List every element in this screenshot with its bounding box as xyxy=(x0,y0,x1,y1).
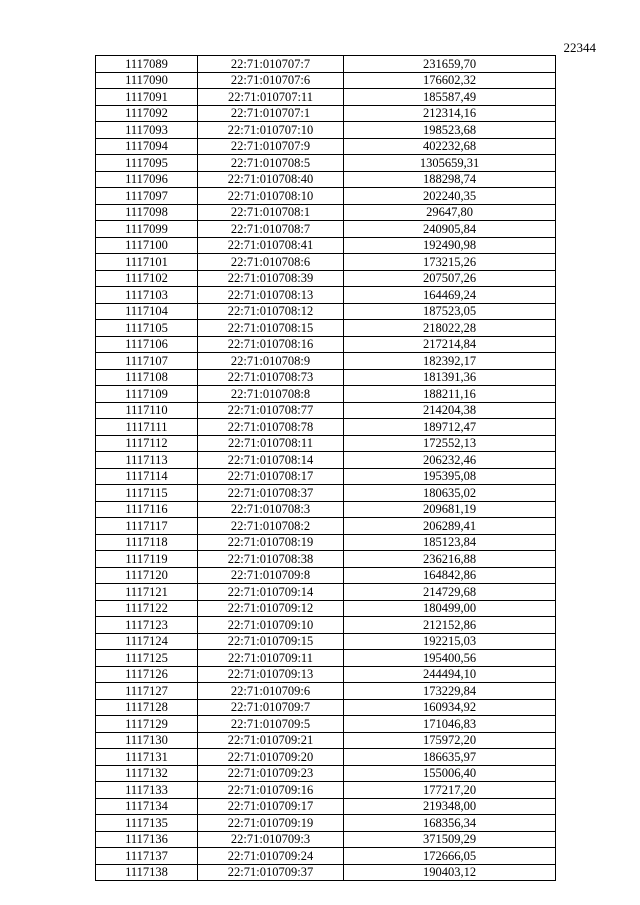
table-row xyxy=(96,567,556,584)
cadastral-number-cell: 22:71:010707:1 xyxy=(198,105,344,122)
table-row xyxy=(96,287,556,304)
table-row xyxy=(96,848,556,865)
row-number-cell: 1117118 xyxy=(96,534,198,551)
cadastral-value-cell: 160934,92 xyxy=(344,699,556,716)
cadastral-value-cell: 180635,02 xyxy=(344,485,556,502)
cadastral-number-cell: 22:71:010709:7 xyxy=(198,699,344,716)
cadastral-number-cell: 22:71:010708:10 xyxy=(198,188,344,205)
cadastral-number-cell: 22:71:010709:17 xyxy=(198,798,344,815)
table-row xyxy=(96,204,556,221)
cadastral-number-cell: 22:71:010708:15 xyxy=(198,320,344,337)
cadastral-value-cell: 171046,83 xyxy=(344,716,556,733)
cadastral-number-cell: 22:71:010708:19 xyxy=(198,534,344,551)
cadastral-value-cell: 185587,49 xyxy=(344,89,556,106)
table-row xyxy=(96,72,556,89)
cadastral-number-cell: 22:71:010708:39 xyxy=(198,270,344,287)
row-number-cell: 1117129 xyxy=(96,716,198,733)
cadastral-value-cell: 212152,86 xyxy=(344,617,556,634)
cadastral-value-cell: 186635,97 xyxy=(344,749,556,766)
cadastral-value-cell: 206232,46 xyxy=(344,452,556,469)
cadastral-value-cell: 212314,16 xyxy=(344,105,556,122)
cadastral-number-cell: 22:71:010707:11 xyxy=(198,89,344,106)
cadastral-value-cell: 164469,24 xyxy=(344,287,556,304)
row-number-cell: 1117096 xyxy=(96,171,198,188)
row-number-cell: 1117120 xyxy=(96,567,198,584)
cadastral-value-table xyxy=(95,55,556,881)
cadastral-number-cell: 22:71:010709:14 xyxy=(198,584,344,601)
cadastral-number-cell: 22:71:010709:37 xyxy=(198,864,344,881)
cadastral-number-cell: 22:71:010709:13 xyxy=(198,666,344,683)
cadastral-number-cell: 22:71:010708:73 xyxy=(198,369,344,386)
cadastral-value-cell: 209681,19 xyxy=(344,501,556,518)
row-number-cell: 1117102 xyxy=(96,270,198,287)
cadastral-number-cell: 22:71:010709:23 xyxy=(198,765,344,782)
row-number-cell: 1117097 xyxy=(96,188,198,205)
cadastral-number-cell: 22:71:010709:16 xyxy=(198,782,344,799)
cadastral-number-cell: 22:71:010709:12 xyxy=(198,600,344,617)
cadastral-number-cell: 22:71:010709:3 xyxy=(198,831,344,848)
row-number-cell: 1117136 xyxy=(96,831,198,848)
cadastral-value-cell: 217214,84 xyxy=(344,336,556,353)
row-number-cell: 1117095 xyxy=(96,155,198,172)
row-number-cell: 1117117 xyxy=(96,518,198,535)
table-row xyxy=(96,452,556,469)
row-number-cell: 1117138 xyxy=(96,864,198,881)
table-row xyxy=(96,402,556,419)
cadastral-value-cell: 192215,03 xyxy=(344,633,556,650)
table-row xyxy=(96,122,556,139)
row-number-cell: 1117113 xyxy=(96,452,198,469)
table-row xyxy=(96,551,556,568)
row-number-cell: 1117103 xyxy=(96,287,198,304)
row-number-cell: 1117134 xyxy=(96,798,198,815)
cadastral-value-cell: 214729,68 xyxy=(344,584,556,601)
cadastral-value-cell: 189712,47 xyxy=(344,419,556,436)
cadastral-value-cell: 202240,35 xyxy=(344,188,556,205)
row-number-cell: 1117116 xyxy=(96,501,198,518)
row-number-cell: 1117109 xyxy=(96,386,198,403)
cadastral-number-cell: 22:71:010708:77 xyxy=(198,402,344,419)
table-row xyxy=(96,501,556,518)
cadastral-number-cell: 22:71:010709:21 xyxy=(198,732,344,749)
cadastral-value-cell: 231659,70 xyxy=(344,56,556,73)
cadastral-number-cell: 22:71:010709:10 xyxy=(198,617,344,634)
cadastral-value-cell: 187523,05 xyxy=(344,303,556,320)
row-number-cell: 1117114 xyxy=(96,468,198,485)
cadastral-value-cell: 180499,00 xyxy=(344,600,556,617)
cadastral-number-cell: 22:71:010709:5 xyxy=(198,716,344,733)
cadastral-number-cell: 22:71:010708:16 xyxy=(198,336,344,353)
cadastral-number-cell: 22:71:010708:40 xyxy=(198,171,344,188)
cadastral-value-cell: 173229,84 xyxy=(344,683,556,700)
cadastral-number-cell: 22:71:010709:8 xyxy=(198,567,344,584)
table-row xyxy=(96,683,556,700)
cadastral-number-cell: 22:71:010708:17 xyxy=(198,468,344,485)
cadastral-value-cell: 371509,29 xyxy=(344,831,556,848)
row-number-cell: 1117115 xyxy=(96,485,198,502)
cadastral-value-cell: 236216,88 xyxy=(344,551,556,568)
row-number-cell: 1117123 xyxy=(96,617,198,634)
table-row xyxy=(96,138,556,155)
cadastral-number-cell: 22:71:010709:20 xyxy=(198,749,344,766)
row-number-cell: 1117126 xyxy=(96,666,198,683)
table-row xyxy=(96,600,556,617)
table-row xyxy=(96,419,556,436)
table-row xyxy=(96,650,556,667)
table-row xyxy=(96,105,556,122)
cadastral-number-cell: 22:71:010708:37 xyxy=(198,485,344,502)
cadastral-value-cell: 185123,84 xyxy=(344,534,556,551)
table-row xyxy=(96,617,556,634)
row-number-cell: 1117108 xyxy=(96,369,198,386)
table-row xyxy=(96,468,556,485)
cadastral-value-cell: 173215,26 xyxy=(344,254,556,271)
cadastral-number-cell: 22:71:010707:6 xyxy=(198,72,344,89)
cadastral-value-cell: 240905,84 xyxy=(344,221,556,238)
cadastral-value-cell: 402232,68 xyxy=(344,138,556,155)
row-number-cell: 1117090 xyxy=(96,72,198,89)
table-row xyxy=(96,237,556,254)
table-row xyxy=(96,765,556,782)
cadastral-value-cell: 175972,20 xyxy=(344,732,556,749)
table-row xyxy=(96,798,556,815)
table-row xyxy=(96,518,556,535)
cadastral-number-cell: 22:71:010708:5 xyxy=(198,155,344,172)
row-number-cell: 1117127 xyxy=(96,683,198,700)
row-number-cell: 1117119 xyxy=(96,551,198,568)
cadastral-value-cell: 190403,12 xyxy=(344,864,556,881)
cadastral-value-cell: 155006,40 xyxy=(344,765,556,782)
table-row xyxy=(96,584,556,601)
table-row xyxy=(96,633,556,650)
cadastral-value-cell: 188298,74 xyxy=(344,171,556,188)
cadastral-number-cell: 22:71:010709:6 xyxy=(198,683,344,700)
cadastral-value-cell: 188211,16 xyxy=(344,386,556,403)
cadastral-value-cell: 207507,26 xyxy=(344,270,556,287)
cadastral-value-cell: 214204,38 xyxy=(344,402,556,419)
table-row xyxy=(96,221,556,238)
cadastral-number-cell: 22:71:010708:9 xyxy=(198,353,344,370)
row-number-cell: 1117137 xyxy=(96,848,198,865)
page-number: 22344 xyxy=(563,40,596,55)
table-row xyxy=(96,369,556,386)
table-row xyxy=(96,270,556,287)
row-number-cell: 1117111 xyxy=(96,419,198,436)
cadastral-value-cell: 176602,32 xyxy=(344,72,556,89)
table-row xyxy=(96,155,556,172)
cadastral-value-cell: 1305659,31 xyxy=(344,155,556,172)
row-number-cell: 1117105 xyxy=(96,320,198,337)
row-number-cell: 1117094 xyxy=(96,138,198,155)
table-row xyxy=(96,386,556,403)
cadastral-value-cell: 244494,10 xyxy=(344,666,556,683)
row-number-cell: 1117100 xyxy=(96,237,198,254)
cadastral-number-cell: 22:71:010709:11 xyxy=(198,650,344,667)
cadastral-value-cell: 172666,05 xyxy=(344,848,556,865)
table-row xyxy=(96,188,556,205)
cadastral-number-cell: 22:71:010709:24 xyxy=(198,848,344,865)
table-row xyxy=(96,254,556,271)
cadastral-number-cell: 22:71:010707:7 xyxy=(198,56,344,73)
row-number-cell: 1117089 xyxy=(96,56,198,73)
table-row xyxy=(96,534,556,551)
cadastral-number-cell: 22:71:010708:12 xyxy=(198,303,344,320)
row-number-cell: 1117124 xyxy=(96,633,198,650)
cadastral-number-cell: 22:71:010708:78 xyxy=(198,419,344,436)
cadastral-number-cell: 22:71:010708:38 xyxy=(198,551,344,568)
cadastral-number-cell: 22:71:010708:8 xyxy=(198,386,344,403)
cadastral-value-cell: 195395,08 xyxy=(344,468,556,485)
cadastral-value-cell: 168356,34 xyxy=(344,815,556,832)
cadastral-number-cell: 22:71:010708:11 xyxy=(198,435,344,452)
table-row xyxy=(96,749,556,766)
table-row xyxy=(96,336,556,353)
cadastral-value-cell: 29647,80 xyxy=(344,204,556,221)
cadastral-number-cell: 22:71:010708:14 xyxy=(198,452,344,469)
row-number-cell: 1117110 xyxy=(96,402,198,419)
row-number-cell: 1117099 xyxy=(96,221,198,238)
row-number-cell: 1117125 xyxy=(96,650,198,667)
table-row xyxy=(96,353,556,370)
row-number-cell: 1117091 xyxy=(96,89,198,106)
table-row xyxy=(96,56,556,73)
table-row xyxy=(96,171,556,188)
row-number-cell: 1117093 xyxy=(96,122,198,139)
row-number-cell: 1117098 xyxy=(96,204,198,221)
row-number-cell: 1117128 xyxy=(96,699,198,716)
table-row xyxy=(96,732,556,749)
table-row xyxy=(96,815,556,832)
cadastral-number-cell: 22:71:010708:41 xyxy=(198,237,344,254)
table-row xyxy=(96,699,556,716)
table-row xyxy=(96,320,556,337)
row-number-cell: 1117104 xyxy=(96,303,198,320)
table-row xyxy=(96,303,556,320)
table-row xyxy=(96,864,556,881)
table-row xyxy=(96,716,556,733)
table-row xyxy=(96,435,556,452)
cadastral-value-cell: 181391,36 xyxy=(344,369,556,386)
row-number-cell: 1117106 xyxy=(96,336,198,353)
table-row xyxy=(96,89,556,106)
row-number-cell: 1117130 xyxy=(96,732,198,749)
table-row xyxy=(96,666,556,683)
row-number-cell: 1117132 xyxy=(96,765,198,782)
row-number-cell: 1117122 xyxy=(96,600,198,617)
cadastral-value-cell: 195400,56 xyxy=(344,650,556,667)
cadastral-value-cell: 219348,00 xyxy=(344,798,556,815)
table-row xyxy=(96,831,556,848)
cadastral-number-cell: 22:71:010708:1 xyxy=(198,204,344,221)
cadastral-number-cell: 22:71:010708:7 xyxy=(198,221,344,238)
row-number-cell: 1117092 xyxy=(96,105,198,122)
cadastral-number-cell: 22:71:010709:19 xyxy=(198,815,344,832)
cadastral-value-cell: 206289,41 xyxy=(344,518,556,535)
cadastral-number-cell: 22:71:010709:15 xyxy=(198,633,344,650)
cadastral-value-cell: 198523,68 xyxy=(344,122,556,139)
row-number-cell: 1117121 xyxy=(96,584,198,601)
row-number-cell: 1117133 xyxy=(96,782,198,799)
cadastral-number-cell: 22:71:010708:2 xyxy=(198,518,344,535)
row-number-cell: 1117101 xyxy=(96,254,198,271)
row-number-cell: 1117131 xyxy=(96,749,198,766)
cadastral-value-cell: 164842,86 xyxy=(344,567,556,584)
table-body xyxy=(96,56,556,881)
cadastral-value-cell: 182392,17 xyxy=(344,353,556,370)
cadastral-number-cell: 22:71:010708:6 xyxy=(198,254,344,271)
cadastral-value-cell: 192490,98 xyxy=(344,237,556,254)
row-number-cell: 1117135 xyxy=(96,815,198,832)
table-row xyxy=(96,782,556,799)
row-number-cell: 1117107 xyxy=(96,353,198,370)
row-number-cell: 1117112 xyxy=(96,435,198,452)
cadastral-number-cell: 22:71:010707:10 xyxy=(198,122,344,139)
cadastral-value-cell: 218022,28 xyxy=(344,320,556,337)
cadastral-number-cell: 22:71:010708:3 xyxy=(198,501,344,518)
cadastral-number-cell: 22:71:010708:13 xyxy=(198,287,344,304)
table-row xyxy=(96,485,556,502)
cadastral-value-cell: 172552,13 xyxy=(344,435,556,452)
cadastral-value-cell: 177217,20 xyxy=(344,782,556,799)
cadastral-number-cell: 22:71:010707:9 xyxy=(198,138,344,155)
